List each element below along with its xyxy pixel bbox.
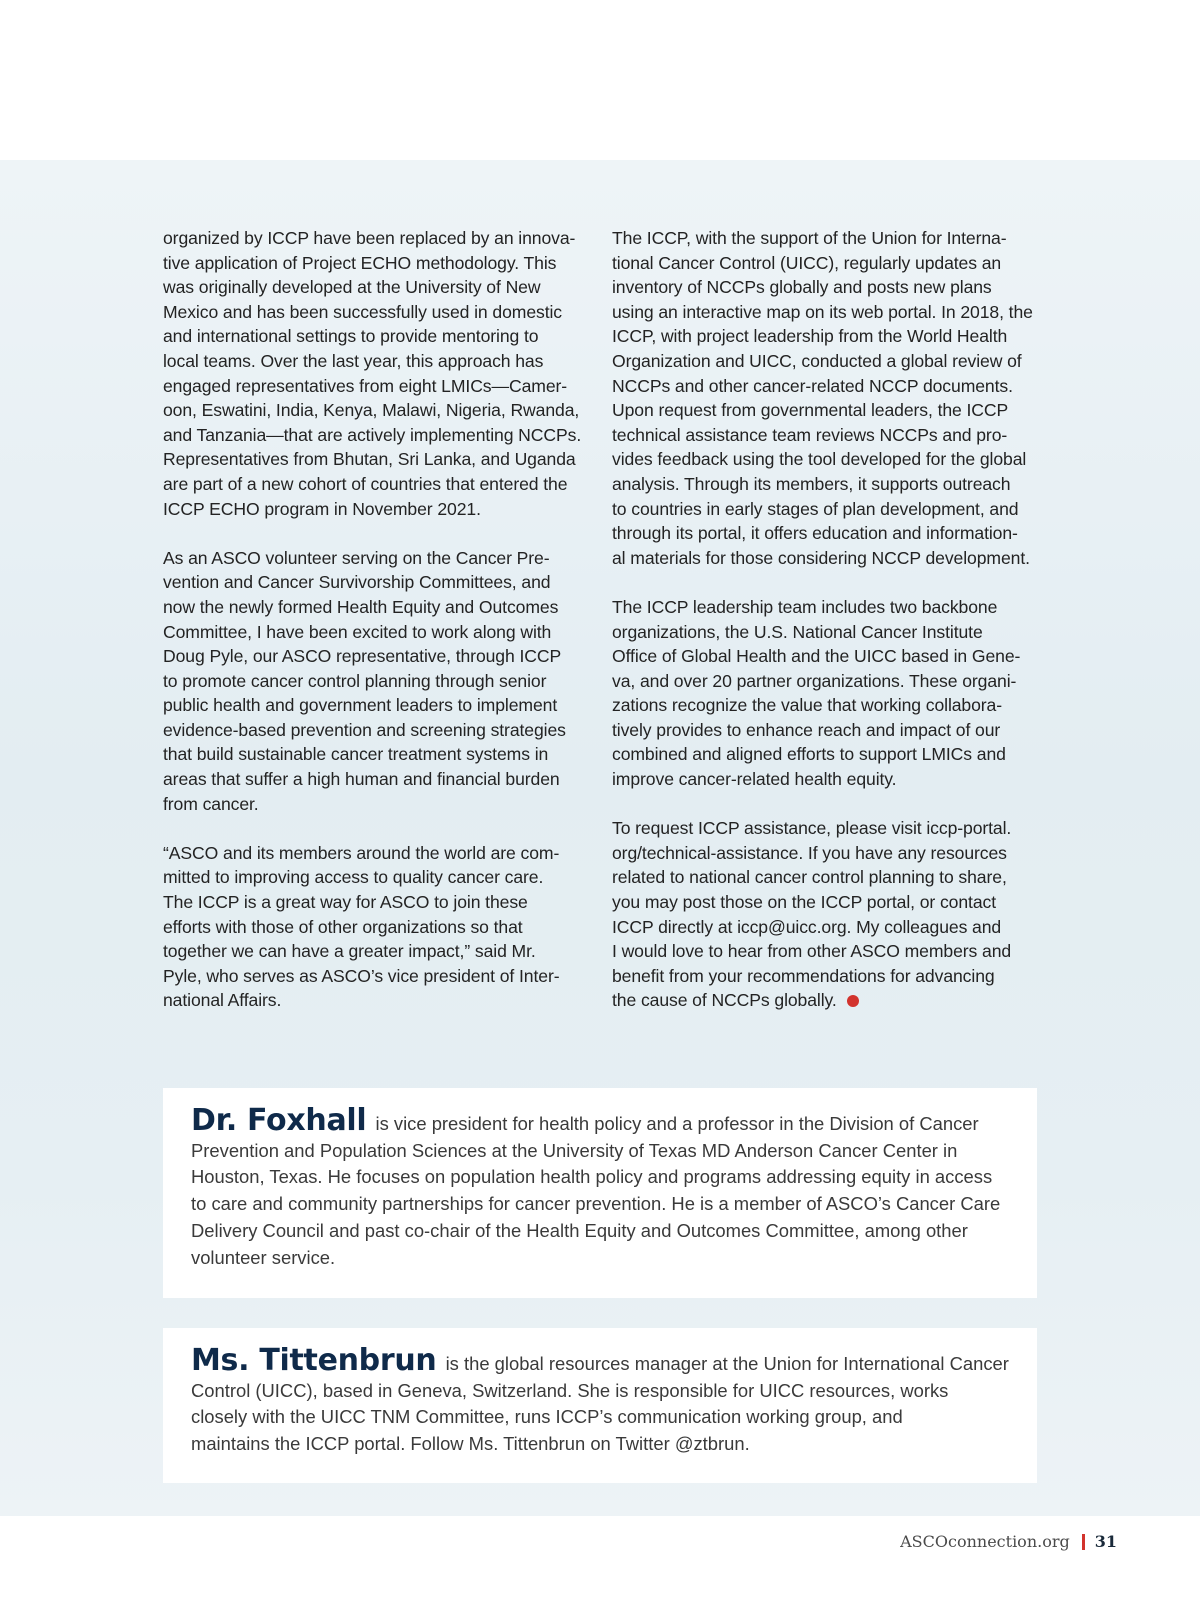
right-text-column (612, 226, 1042, 1038)
page-number: 31 (1094, 1532, 1117, 1551)
body-paragraph: The ICCP leadership team includes two backbone organizations, the U.S. National Cancer Institute Office of Global Health and the UICC based in Gene- va, and over 20 partner organizations. These organi- zations recognize the value that working collabora- tively provides to enhance reach and impact of our combined and aligned efforts to support LMICs and improve cancer-related health equity. (612, 596, 1021, 790)
footer-site-name: ASCOconnection.org (900, 1532, 1070, 1551)
bio-name: Dr. Foxhall (191, 1103, 367, 1138)
bio-text: is the global resources manager at the Union for International Cancer Control (UICC), based in Geneva, Switzerland. She is responsible for UICC resources, works closely with the UICC TNM Committee, runs ICCP’s communication working group, and maintains the ICCP portal. Follow Ms. Tittenbrun on Twitter @ztbrun. (191, 1353, 1009, 1455)
closing-paragraph (612, 816, 1042, 1013)
end-of-article-dot-icon (847, 995, 859, 1007)
footer-separator (1082, 1534, 1085, 1550)
bio-text: is vice president for health policy and a professor in the Division of Cancer Prevention and Population Sciences at the University of Texas MD Anderson Cancer Center in Houston, Texas. He focuses on population health policy and programs addressing equity in access to care and community partnerships for cancer prevention. He is a member of ASCO’s Cancer Care Delivery Council and past co-chair of the Health Equity and Outcomes Committee, among other volunteer service. (191, 1113, 1001, 1268)
bio-name: Ms. Tittenbrun (191, 1343, 437, 1378)
body-paragraph: The ICCP, with the support of the Union for Interna- tional Cancer Control (UICC), regularly updates an inventory of NCCPs globally and posts new plans using an interactive map on its web portal. In 2018, the ICCP, with project leadership from the World Health Organization and UICC, conducted a global review of NCCPs and other cancer-related NCCP documents. Upon request from governmental leaders, the ICCP technical assistance team reviews NCCPs and pro- vides feedback using the tool developed for the global analysis. Through its members, it supports outreach to countries in early stages of plan development, and through its portal, it offers education and information- al materials for those considering NCCP development. (612, 228, 1033, 568)
body-paragraph: organized by ICCP have been replaced by an innova- tive application of Project ECHO methodology. This was originally developed at the University of New Mexico and has been successfully used in domestic and international settings to provide mentoring to local teams. Over the last year, this approach has engaged representatives from eight LMICs—Camer- oon, Eswatini, India, Kenya, Malawi, Nigeria, Rwanda, and Tanzania—that are actively implementing NCCPs. Representatives from Bhutan, Sri Lanka, and Uganda are part of a new cohort of countries that entered the ICCP ECHO program in November 2021. (163, 228, 582, 519)
author-bio-tittenbrun (163, 1328, 1037, 1483)
page-top-margin (0, 0, 1200, 160)
author-bio-foxhall (163, 1088, 1037, 1298)
body-paragraph: “ASCO and its members around the world are com- mitted to improving access to quality cancer care. The ICCP is a great way for ASCO to join these efforts with those of other organizations so that together we can have a greater impact,” said Mr. Pyle, who serves as ASCO’s vice president of Inter- national Affairs. (163, 842, 560, 1011)
left-text-column (163, 226, 593, 1038)
page-footer (900, 1532, 1117, 1551)
body-paragraph: As an ASCO volunteer serving on the Cancer Pre- vention and Cancer Survivorship Committees, and now the newly formed Health Equity and Outcomes Committee, I have been excited to work along with Doug Pyle, our ASCO representative, through ICCP to promote cancer control planning through senior public health and government leaders to implement evidence-based prevention and screening strategies that build sustainable cancer treatment systems in areas that suffer a high human and financial burden from cancer. (163, 547, 566, 814)
closing-text: To request ICCP assistance, please visit iccp-portal. org/technical-assistance. If you have any resources related to national cancer control planning to share, you may post those on the ICCP portal, or contact ICCP directly at iccp@uicc.org. My colleagues and I would love to hear from other ASCO members and benefit from your recommendations for advancing the cause of NCCPs globally. (612, 818, 1012, 1011)
